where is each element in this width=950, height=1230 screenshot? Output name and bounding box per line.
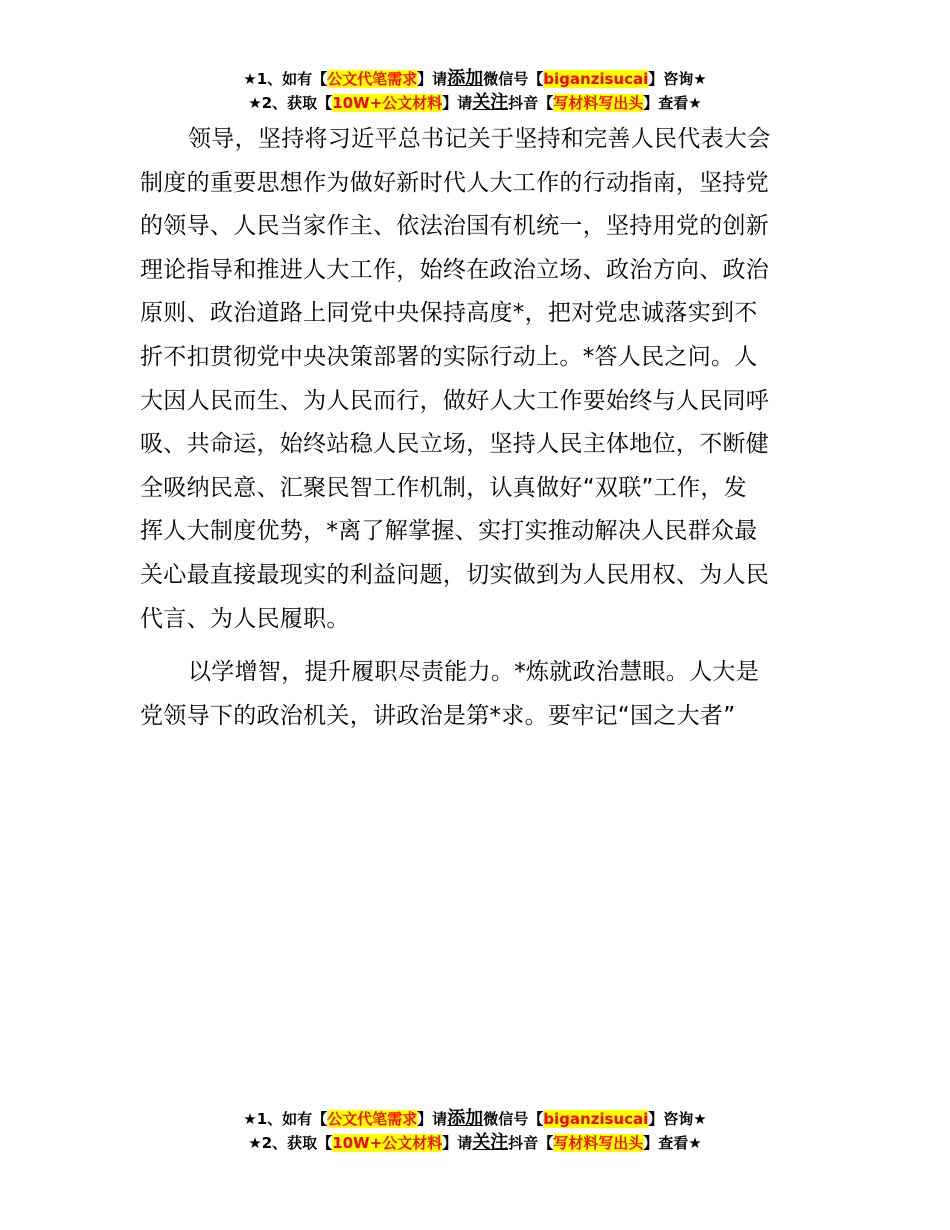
banner-highlight-douyin-account: 写材料写出头 [553,1134,644,1152]
banner-line-1 [0,67,950,91]
paragraph-line: 折不扣贯彻党中央决策部署的实际行动上。*答人民之问。人 [140,343,758,370]
banner-highlight-service: 公文代笔需求 [327,70,418,88]
paragraph-line: 吸、共命运，始终站稳人民立场，坚持人民主体地位，不断健 [140,431,770,458]
banner-text: ★2、获取【 [248,94,333,112]
banner-text: 】查看★ [643,94,702,112]
paragraph-line: 以学增智，提升履职尽责能力。*炼就政治慧眼。人大是 [188,659,759,686]
paragraph-line: 大因人民而生、为人民而行，做好人大工作要始终与人民同呼 [140,387,770,414]
banner-text: 】查看★ [643,1134,702,1152]
banner-underline-add: 添加 [447,1108,484,1129]
banner-text: ★2、获取【 [248,1134,333,1152]
banner-underline-follow: 关注 [472,92,509,113]
banner-highlight-douyin-account: 写材料写出头 [553,94,644,112]
paragraph-line: 领导，坚持将习近平总书记关于坚持和完善人民代表大会 [188,126,771,152]
banner-text: 】请 [417,1110,448,1128]
paragraph-line: 理论指导和推进人大工作，始终在政治立场、政治方向、政治 [140,256,770,283]
paragraph-line: 原则、政治道路上同党中央保持高度*，把对党忠诚落实到不 [140,300,758,327]
banner-text: 】咨询★ [648,1110,707,1128]
banner-text: 】请 [417,70,448,88]
banner-text: 微信号【 [483,70,544,88]
banner-highlight-wechat-id: biganzisucai [543,70,649,88]
document-body [140,118,812,738]
banner-highlight-materials: 10W+公文材料 [332,94,443,112]
banner-text: 】请 [442,1134,473,1152]
banner-text: ★1、如有【 [243,70,328,88]
banner-line-2 [0,1131,950,1155]
paragraph-line: 全吸纳民意、汇聚民智工作机制，认真做好“双联”工作，发 [140,474,747,501]
banner-text: 抖音【 [508,94,554,112]
paragraph-line: 的领导、人民当家作主、依法治国有机统一，坚持用党的创新 [140,213,770,240]
banner-line-1 [0,1107,950,1131]
banner-highlight-service: 公文代笔需求 [327,1110,418,1128]
paragraph-line: 代言、为人民履职。 [140,605,350,632]
banner-text: 】咨询★ [648,70,707,88]
banner-highlight-materials: 10W+公文材料 [332,1134,443,1152]
banner-text: 抖音【 [508,1134,554,1152]
paragraph-line: 制度的重要思想作为做好新时代人大工作的行动指南，坚持党 [140,169,770,196]
banner-underline-follow: 关注 [472,1132,509,1153]
paragraph-line: 党领导下的政治机关，讲政治是第*求。要牢记“国之大者” [140,702,736,729]
banner-text: ★1、如有【 [243,1110,328,1128]
footer-banner [0,1107,950,1155]
banner-highlight-wechat-id: biganzisucai [543,1110,649,1128]
paragraph-line: 关心最直接最现实的利益问题，切实做到为人民用权、为人民 [140,561,770,588]
banner-underline-add: 添加 [447,68,484,89]
paragraph-line: 挥人大制度优势，*离了解掌握、实打实推动解决人民群众最 [140,518,758,545]
header-banner [0,67,950,115]
banner-line-2 [0,91,950,115]
banner-text: 微信号【 [483,1110,544,1128]
banner-text: 】请 [442,94,473,112]
